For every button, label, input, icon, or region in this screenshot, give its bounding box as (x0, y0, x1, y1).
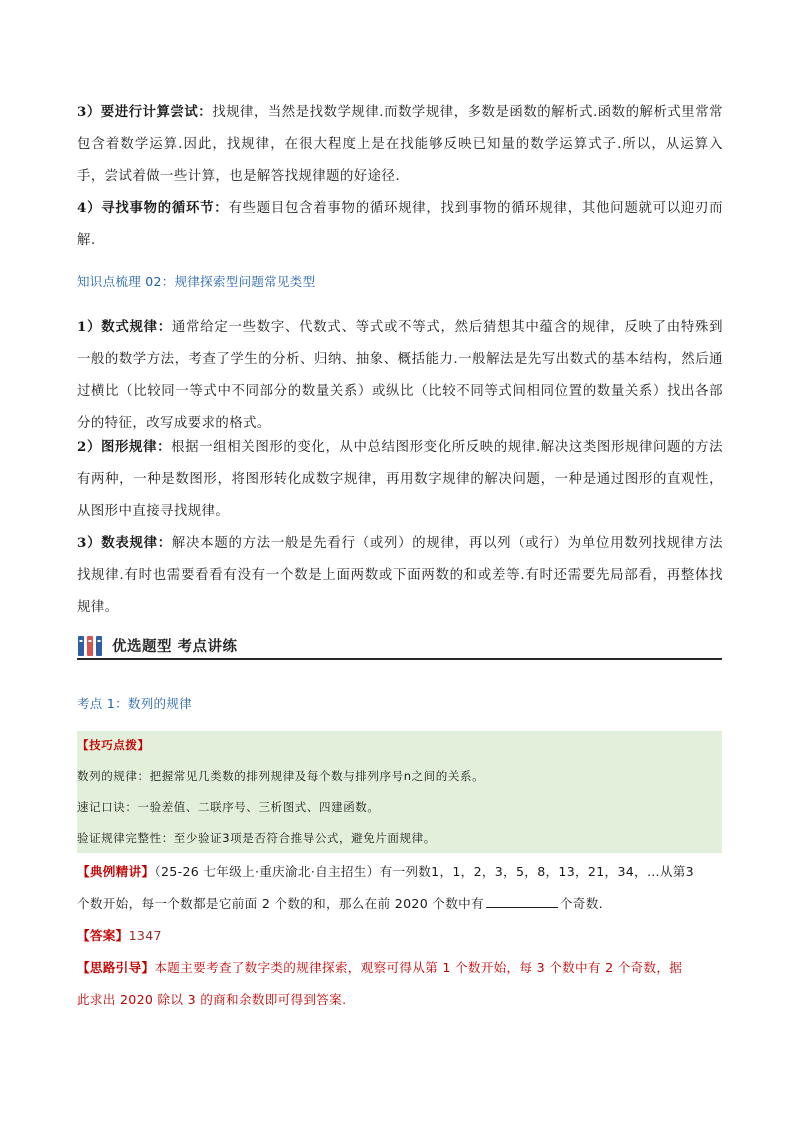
banner-title: 优选题型 考点讲练 (112, 639, 238, 655)
guide-text: 本题主要考查了数字类的规律探索，观察可得从第 1 个数开始，每 3 个数中有 2 个奇数，据 (154, 960, 683, 975)
paragraph-cycle (77, 192, 723, 257)
tips-box (77, 731, 722, 853)
example-line-2 (77, 888, 723, 920)
paragraph-figure-pattern (77, 431, 723, 528)
answer-tag: 【答案】 (77, 928, 129, 943)
paragraph-label: 4）寻找事物的循环节： (77, 200, 229, 216)
paragraph-text: 有些题目包含着事物的循环规律，找到事物的循环规律，其他问题就可以迎刃而解. (77, 201, 723, 248)
answer-value: 1347 (128, 928, 162, 943)
answer-blank (486, 893, 558, 908)
tips-line-verify: 验证规律完整性：至少验证3项是否符合推导公式，避免片面规律。 (77, 831, 436, 845)
example-source: （25-26 七年级上·重庆渝北·自主招生） (154, 864, 380, 879)
paragraph-text: 根据一组相关图形的变化，从中总结图形变化所反映的规律.解决这类图形规律问题的方法有两种，一种是数图形，将图形转化成数字规律，再用数字规律的解决问题，一种是通过图形的直观性，从图形中直接寻找规律。 (77, 440, 723, 519)
books-icon (77, 635, 104, 657)
paragraph-text: 通常给定一些数字、代数式、等式或不等式，然后猜想其中蕴含的规律，反映了由特殊到一般的数学方法，考查了学生的分析、归纳、抽象、概括能力.一般解法是先写出数式的基本结构，然后通过横比（比较同一等式中不同部分的数量关系）或纵比（比较不同等式间相同位置的数量关系）找出各部分的特征，改写成要求的格式。 (77, 320, 724, 431)
paragraph-text: 解决本题的方法一般是先看行（或列）的规律，再以列（或行）为单位用数列找规律方法找规律.有时也需要看看有没有一个数是上面两数或下面两数的和或差等.有时还需要先局部看，再整体找规律。 (77, 536, 724, 615)
knowledge-heading-02: 知识点梳理 02：规律探索型问题常见类型 (77, 274, 316, 289)
example-line-1 (77, 856, 723, 888)
tips-line-mnemonic: 速记口诀：一验差值、二联序号、三析图式、四建函数。 (77, 800, 380, 814)
example-text-end: 个奇数. (559, 896, 603, 911)
paragraph-table-pattern (77, 527, 723, 624)
section-banner (77, 632, 722, 660)
guide-tag: 【思路引导】 (77, 960, 155, 975)
guide-line-1 (77, 952, 723, 984)
paragraph-text: 找规律，当然是找数学规律.而数学规律，多数是函数的解析式.函数的解析式里常常包含着数学运算.因此，找规律，在很大程度上是在找能够反映已知量的数学运算式子.所以，从运算入手，尝试着做一些计算，也是解答找规律题的好途径. (77, 105, 723, 184)
example-text: 个数开始，每一个数都是它前面 2 个数的和，那么在前 2020 个数中有 (77, 896, 484, 911)
paragraph-number-pattern (77, 311, 723, 440)
paragraph-calculation-attempt (77, 96, 723, 193)
banner-divider (77, 658, 722, 660)
paragraph-label: 1）数式规律： (77, 319, 172, 335)
example-text: 有一列数1，1，2，3，5，8，13，21，34，…从第3 (379, 864, 694, 879)
paragraph-label: 3）要进行计算尝试： (77, 104, 213, 120)
guide-line-2 (77, 984, 723, 1016)
tips-title: 【技巧点拨】 (77, 738, 150, 752)
exam-point-1-heading: 考点 1：数列的规律 (77, 696, 192, 711)
tips-line-rule: 数列的规律：把握常见几类数的排列规律及每个数与排列序号n之间的关系。 (77, 769, 485, 783)
answer-line (77, 920, 723, 952)
example-tag: 【典例精讲】 (77, 864, 155, 879)
paragraph-label: 2）图形规律： (77, 439, 172, 455)
paragraph-label: 3）数表规律： (77, 535, 172, 551)
guide-text: 此求出 2020 除以 3 的商和余数即可得到答案. (77, 992, 347, 1007)
